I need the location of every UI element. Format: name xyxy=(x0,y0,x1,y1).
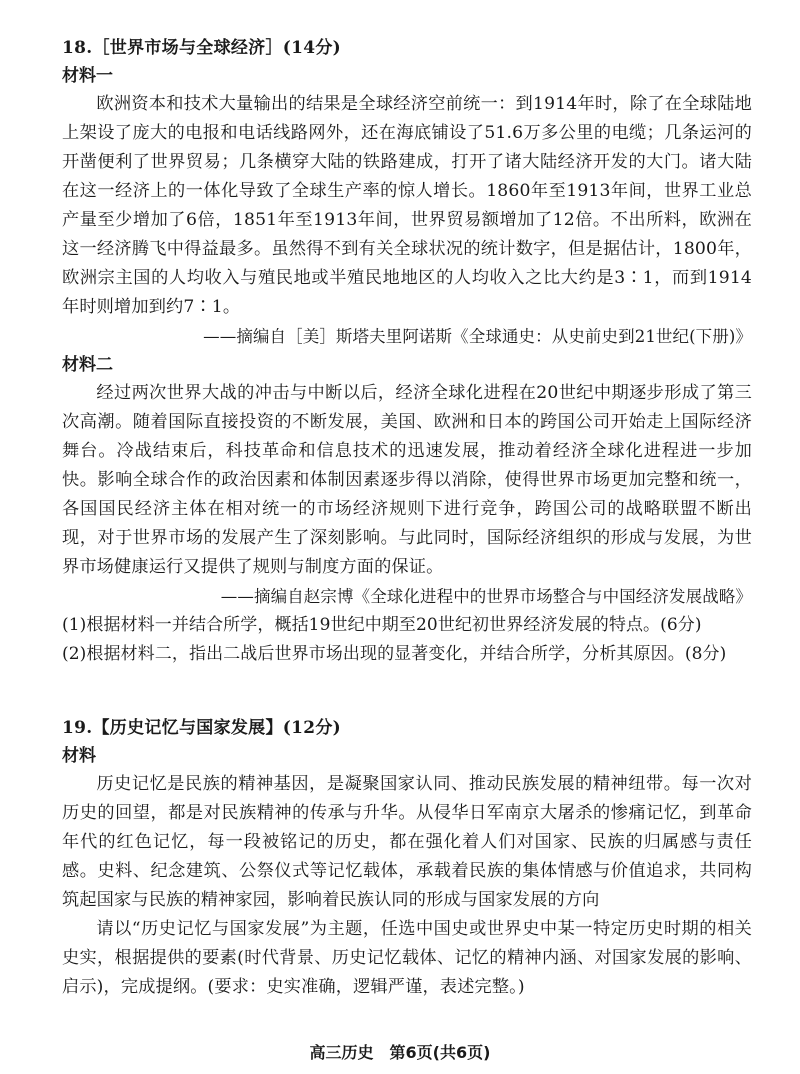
question-18 xyxy=(62,34,752,669)
question-19-heading: 19.【历史记忆与国家发展】(12分) xyxy=(62,718,342,738)
material-label: 材料 xyxy=(62,746,96,766)
material-text: 历史记忆是民族的精神基因，是凝聚国家认同、推动民族发展的精神纽带。每一次对历史的回望，都是对民族精神的传承与升华。从侵华日军南京大屠杀的惨痛记忆，到革命年代的红色记忆，每一段被铭记的历史，都在强化着人们对国家、民族的归属感与责任感。史料、纪念建筑、公祭仪式等记忆载体，承载着民族的集体情感与价值追求，共同构筑起国家与民族的精神家园，影响着民族认同的形成与国家发展的方向 xyxy=(62,774,752,910)
material-1-text: 欧洲资本和技术大量输出的结果是全球经济空前统一：到1914年时，除了在全球陆地上架设了庞大的电报和电话线路网外，还在海底铺设了51.6万多公里的电缆；几条运河的开凿便利了世界贸易；几条横穿大陆的铁路建成，打开了诸大陆经济开发的大门。诸大陆在这一经济上的一体化导致了全球生产率的惊人增长。1860年至1913年间，世界工业总产量至少增加了6倍，1851年至1913年间，世界贸易额增加了12倍。不出所料，欧洲在这一经济腾飞中得益最多。虽然得不到有关全球状况的统计数字，但是据估计，1800年，欧洲宗主国的人均收入与殖民地或半殖民地地区的人均收入之比大约是3∶1，而到1914年时则增加到约7∶1。 xyxy=(62,94,752,317)
task-prompt: 请以“历史记忆与国家发展”为主题，任选中国史或世界史中某一特定历史时期的相关史实，根据提供的要素(时代背景、历史记忆载体、记忆的精神内涵、对国家发展的影响、启示)，完成提纲。(要求：史实准确，逻辑严谨，表述完整。) xyxy=(62,919,752,997)
material-2-source: ——摘编自赵宗博《全球化进程中的世界市场整合与中国经济发展战略》 xyxy=(220,587,752,606)
material-2-text: 经过两次世界大战的冲击与中断以后，经济全球化进程在20世纪中期逐步形成了第三次高潮。随着国际直接投资的不断发展，美国、欧洲和日本的跨国公司开始走上国际经济舞台。冷战结束后，科技革命和信息技术的迅速发展，推动着经济全球化进程进一步加快。影响全球合作的政治因素和体制因素逐步得以消除，使得世界市场更加完整和统一，各国国民经济主体在相对统一的市场经济规则下进行竞争，跨国公司的战略联盟不断出现，对于世界市场的发展产生了深刻影响。与此同时，国际经济组织的形成与发展，为世界市场健康运行又提供了规则与制度方面的保证。 xyxy=(62,383,752,577)
sub-question-2: (2)根据材料二，指出二战后世界市场出现的显著变化，并结合所学，分析其原因。(8分) xyxy=(62,644,727,664)
material-1-label: 材料一 xyxy=(62,66,113,86)
material-1-source: ——摘编自［美］斯塔夫里阿诺斯《全球通史：从史前史到21世纪(下册)》 xyxy=(203,327,752,346)
question-19 xyxy=(62,714,752,1002)
material-2-label: 材料二 xyxy=(62,355,113,375)
question-18-heading: 18.［世界市场与全球经济］(14分) xyxy=(62,38,342,58)
page-footer: 高三历史 第6页(共6页) xyxy=(309,1043,491,1062)
sub-question-1: (1)根据材料一并结合所学，概括19世纪中期至20世纪初世界经济发展的特点。(6分) xyxy=(62,615,702,635)
